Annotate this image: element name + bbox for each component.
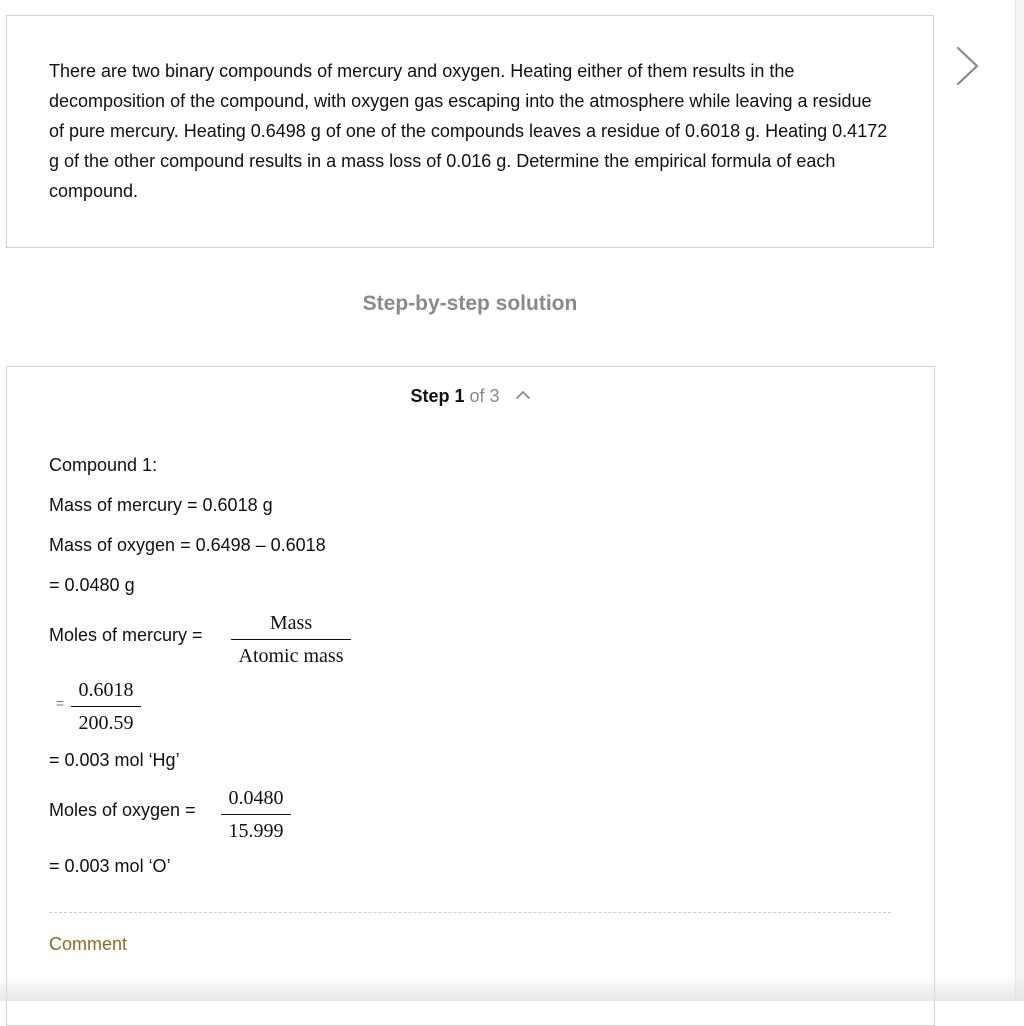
oxygen-calc-denominator: 15.999 <box>228 820 284 842</box>
mass-mercury-line: Mass of mercury = 0.6018 g <box>49 495 273 515</box>
solution-card <box>6 366 935 1026</box>
compound-label: Compound 1: <box>49 455 158 475</box>
mercury-moles-result: = 0.003 mol ‘Hg’ <box>49 750 180 770</box>
step-total: of 3 <box>464 386 500 406</box>
oxygen-moles-result: = 0.003 mol ‘O’ <box>49 856 171 876</box>
mercury-calc-numerator: 0.6018 <box>71 679 141 707</box>
chevron-right-icon <box>952 44 982 88</box>
comment-link[interactable]: Comment <box>49 934 128 954</box>
question-text: There are two binary compounds of mercury and oxygen. Heating either of them results in the decomposition of the compound, with oxygen gas escaping into the atmosphere while leaving a residue of pure mercury. Heating 0.6498 g of one of the compounds leaves a residue of 0.6018 g. Heating 0.4172 g of the other compound results in a mass loss of 0.016 g. Determine the empirical formula of each compound. <box>49 61 888 201</box>
moles-oxygen-label: Moles of oxygen = <box>49 800 196 820</box>
formula-denominator: Atomic mass <box>238 645 344 667</box>
mass-oxygen-line: Mass of oxygen = 0.6498 – 0.6018 <box>49 535 326 555</box>
step-toggle[interactable] <box>7 386 934 407</box>
bottom-fade <box>0 975 1024 1001</box>
formula-numerator: Mass <box>231 612 351 640</box>
mercury-calc-denominator: 200.59 <box>78 712 134 734</box>
scrollbar-track[interactable] <box>1015 0 1024 1001</box>
mercury-calc-fraction <box>71 679 141 735</box>
moles-mercury-formula <box>231 612 351 668</box>
oxygen-calc-fraction <box>221 787 291 843</box>
chevron-up-icon <box>515 390 531 400</box>
mass-oxygen-result: = 0.0480 g <box>49 575 135 595</box>
question-card <box>6 15 934 248</box>
solution-heading: Step-by-step solution <box>362 292 578 315</box>
equals-sign: = <box>56 695 65 711</box>
next-button[interactable] <box>952 44 982 88</box>
moles-mercury-label: Moles of mercury = <box>49 625 203 645</box>
oxygen-calc-numerator: 0.0480 <box>221 787 291 815</box>
step-label: Step 1 <box>410 386 465 406</box>
divider <box>49 912 891 913</box>
